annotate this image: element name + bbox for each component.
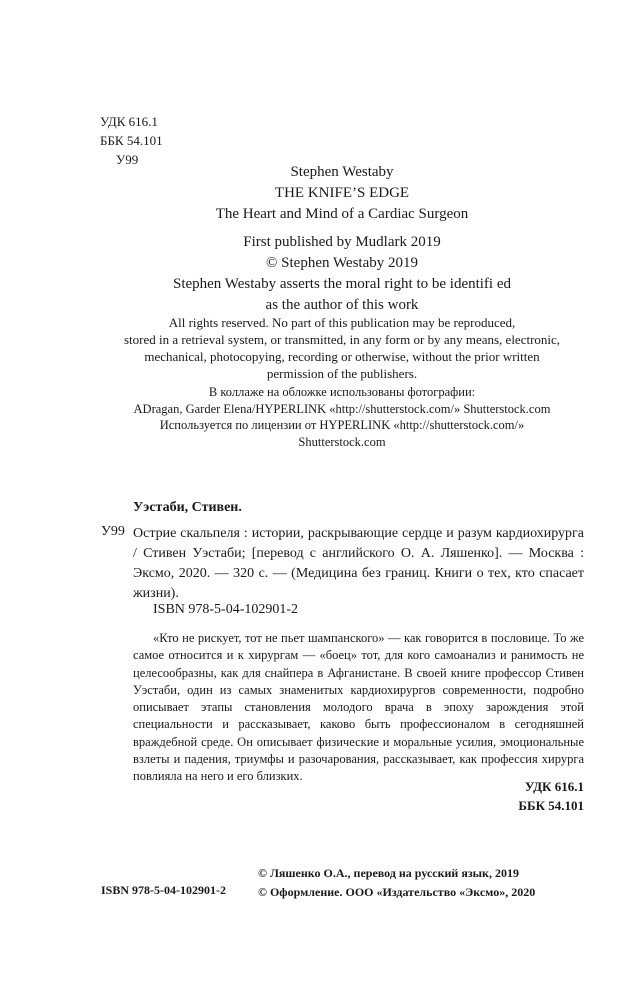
copyright-block	[258, 864, 535, 902]
rights-line: All rights reserved. No part of this publication may be reproduced,	[168, 315, 516, 330]
cover-credit-line: В коллаже на обложке использованы фотографии:	[208, 385, 476, 399]
cover-credits	[100, 384, 584, 450]
bbk-code: ББК 54.101	[100, 133, 163, 148]
udk-code: УДК 616.1	[100, 114, 158, 129]
copyright-design: © Оформление. ООО «Издательство «Эксмо», 2020	[258, 885, 536, 899]
bottom-classification-codes	[484, 777, 584, 815]
bibliographic-description: Острие скальпеля : истории, раскрывающие сердце и разум кардиохирурга / Стивен Уэстаби; [перевод с английского О. А. Ляшенко]. — Москва : Эксмо, 2020. — 320 с. — (Медицина без границ. Книги о тех, кто спасает жизни).	[133, 526, 584, 601]
rights-notice	[100, 314, 584, 382]
publication-line: as the author of this work	[265, 297, 419, 313]
original-author: Stephen Westaby	[290, 164, 394, 180]
cover-credit-line: ADragan, Garder Elena/HYPERLINK «http://shutterstock.com/» Shutterstock.com	[133, 401, 551, 416]
cover-credit-line: Используется по лицензии от HYPERLINK «http://shutterstock.com/»	[159, 418, 525, 432]
catalog-mark: У99	[101, 524, 125, 539]
publication-line: First published by Mudlark 2019	[243, 234, 441, 250]
cover-credit-line: Shutterstock.com	[298, 434, 386, 449]
rights-line: permission of the publishers.	[266, 366, 418, 381]
bottom-udk-code: УДК 616.1	[524, 779, 584, 794]
rights-line: stored in a retrieval system, or transmitted, in any form or by any means, electronic,	[123, 332, 561, 347]
original-title: THE KNIFE’S EDGE	[274, 185, 410, 201]
publication-info	[100, 232, 584, 316]
footer-isbn: ISBN 978-5-04-102901-2	[101, 883, 226, 897]
publication-line: Stephen Westaby asserts the moral right to be identifi ed	[172, 276, 512, 292]
catalog-isbn: ISBN 978-5-04-102901-2	[153, 602, 299, 617]
original-subtitle: The Heart and Mind of a Cardiac Surgeon	[215, 206, 469, 222]
catalog-author-heading: Уэстаби, Стивен.	[133, 500, 242, 515]
annotation: «Кто не рискует, тот не пьет шампанского» — как говорится в пословице. То же самое относится и к хирургам — «боец» тот, для кого самоанализ и ранимость не целесообразны, как для снайпера в Афганистане. В своей книге профессор Стивен Уэстаби, один из самых знаменитых кардиохирургов современности, подробно описывает этапы становления молодого врача в эпоху зарождения этой специальности и рассказывает, каково быть профессионалом в сегодняшней враждебной среде. Он описывает физические и моральные усилия, эмоциональные взлеты и падения, триумфы и разочарования, рассказывает, как профессия хирурга повлияла на него и его близких.	[133, 631, 584, 784]
original-edition-block	[100, 162, 584, 225]
publication-line: © Stephen Westaby 2019	[266, 255, 418, 271]
copyright-translation: © Ляшенко О.А., перевод на русский язык, 2019	[258, 866, 519, 880]
classification-codes	[100, 112, 163, 169]
bottom-bbk-code: ББК 54.101	[518, 798, 584, 813]
author-mark: У99	[116, 152, 139, 167]
rights-line: mechanical, photocopying, recording or otherwise, without the prior written	[144, 349, 540, 364]
